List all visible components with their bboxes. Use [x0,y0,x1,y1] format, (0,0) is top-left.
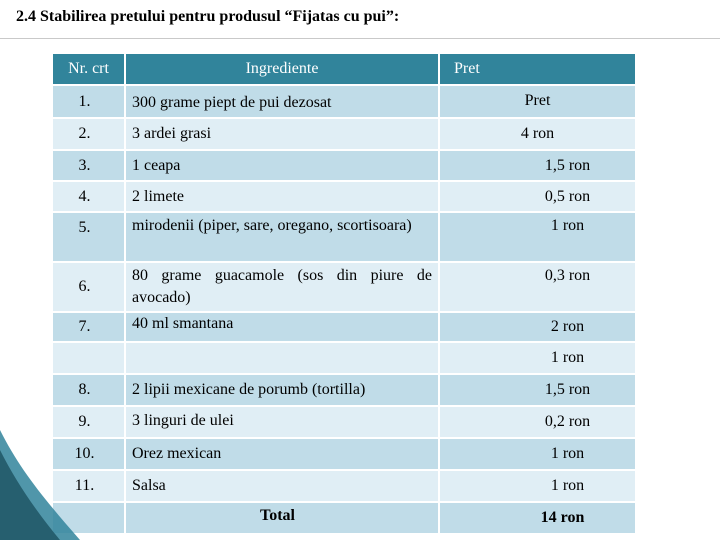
row-nr: 9. [53,406,125,438]
row-ingredient: 300 grame piept de pui dezosat [125,85,439,118]
row-nr: 2. [53,118,125,150]
table-row [53,374,636,406]
row-nr: 11. [53,470,125,502]
page-title: 2.4 Stabilirea pretului pentru produsul “Fijatas cu pui”: [16,8,400,25]
header-pret: Pret [439,54,636,85]
table-row [53,181,636,212]
row-ingredient: 1 ceapa [125,150,439,181]
row-ingredient: 2 lipii mexicane de porumb (tortilla) [125,374,439,406]
row-ingredient: 80 grame guacamole (sos din piure de avocado) [125,262,439,312]
table-header-row [53,54,636,85]
row-pret: 1,5 ron [439,150,636,181]
row-ingredient: Salsa [125,470,439,502]
row-ingredient: 3 linguri de ulei [125,406,439,438]
row-ingredient: 40 ml smantana [125,312,439,342]
row-pret: 4 ron [439,118,636,150]
row-pret: 1,5 ron [439,374,636,406]
total-value: 14 ron [439,502,636,534]
row-ingredient: 3 ardei grasi [125,118,439,150]
table-row [53,438,636,470]
row-pret: Pret [439,85,636,118]
total-label: Total [125,502,439,534]
price-table [53,54,637,535]
table-row [53,212,636,262]
table-row [53,118,636,150]
table-row [53,262,636,312]
row-nr: 4. [53,181,125,212]
row-ingredient [125,342,439,374]
total-row [53,502,636,534]
row-ingredient: Orez mexican [125,438,439,470]
row-ingredient: mirodenii (piper, sare, oregano, scortisoara) [125,212,439,262]
row-nr [53,342,125,374]
row-nr: 10. [53,438,125,470]
row-pret: 0,3 ron [439,262,636,312]
row-pret: 1 ron [439,342,636,374]
table-row [53,150,636,181]
title-divider [0,38,720,39]
row-pret: 0,2 ron [439,406,636,438]
table-row [53,312,636,342]
table-row [53,342,636,374]
table-row [53,85,636,118]
row-nr: 6. [53,262,125,312]
row-pret: 1 ron [439,470,636,502]
row-ingredient: 2 limete [125,181,439,212]
row-nr: 5. [53,212,125,262]
row-nr: 8. [53,374,125,406]
table-row [53,470,636,502]
row-pret: 0,5 ron [439,181,636,212]
header-ingrediente: Ingrediente [125,54,439,85]
row-pret: 2 ron [439,312,636,342]
table-row [53,406,636,438]
row-nr: 1. [53,85,125,118]
row-pret: 1 ron [439,212,636,262]
row-nr: 3. [53,150,125,181]
corner-decoration [0,430,80,540]
row-nr: 7. [53,312,125,342]
row-pret: 1 ron [439,438,636,470]
header-nr: Nr. crt [53,54,125,85]
